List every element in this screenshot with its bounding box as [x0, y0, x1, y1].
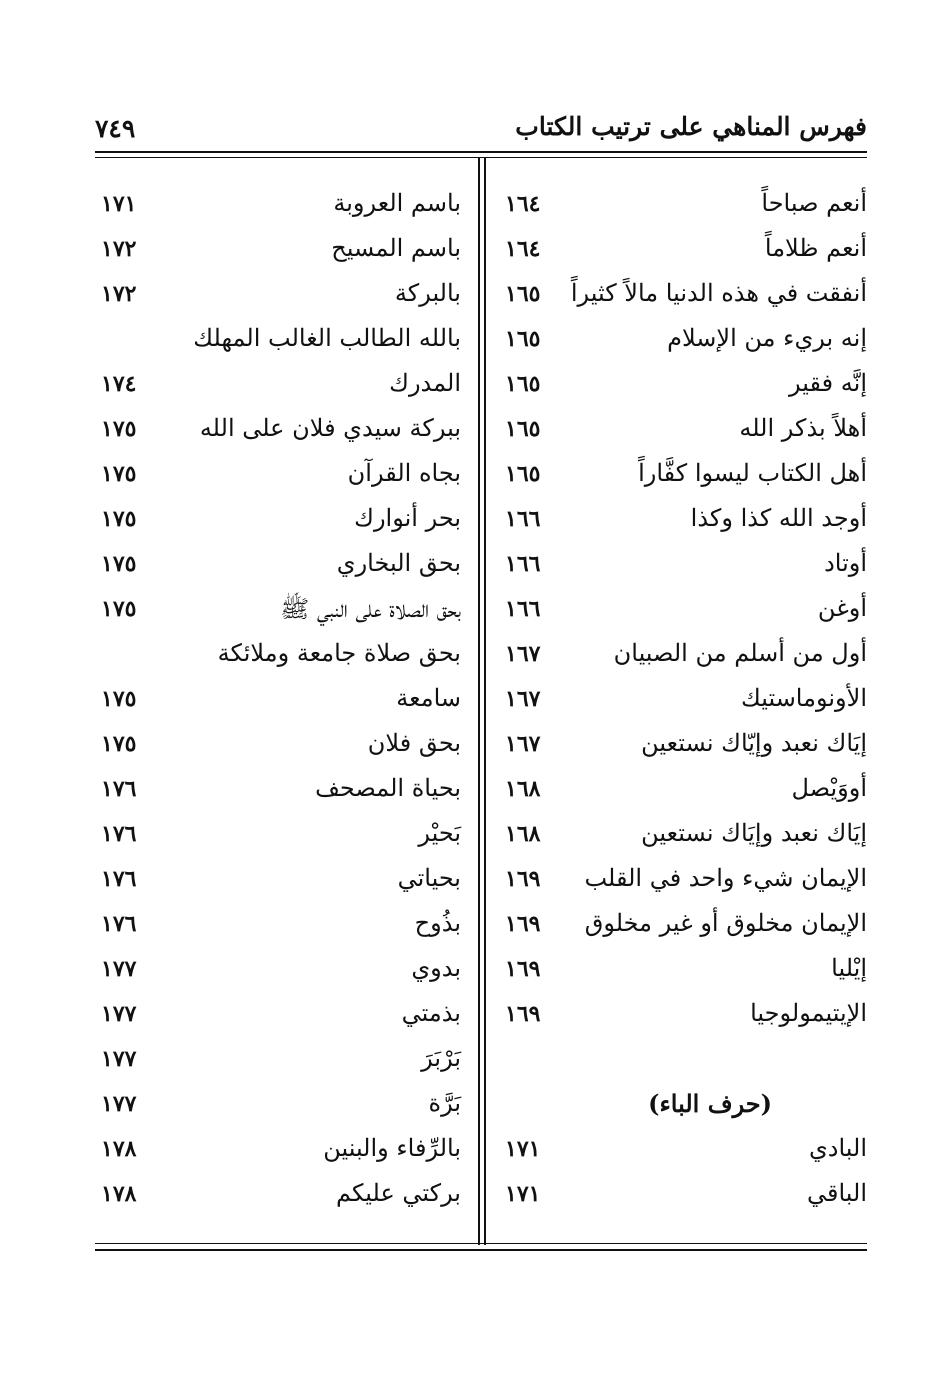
index-entry	[495, 723, 867, 768]
entry-page-number: ١٧٥	[101, 596, 137, 622]
index-entry	[495, 273, 867, 318]
entry-term: بدوي	[411, 954, 461, 982]
entry-term: باسم المسيح	[331, 234, 461, 262]
entry-term: بحق صلاة جامعة وملائكة	[217, 639, 461, 667]
entry-page-number: ١٦٩	[505, 956, 541, 982]
entry-term: بحياتي	[397, 864, 461, 892]
index-entry	[95, 768, 461, 813]
entry-page-number: ١٦٩	[505, 1001, 541, 1027]
entry-term: بَرَّة	[428, 1089, 461, 1117]
entry-term: المدرك	[389, 369, 461, 397]
entry-page-number: ١٦٩	[505, 866, 541, 892]
running-header	[95, 112, 867, 148]
entry-page-number: ١٧١	[101, 191, 137, 217]
entry-term: أنعم ظلاماً	[764, 234, 867, 262]
index-entry	[495, 1173, 867, 1218]
index-entry	[495, 453, 867, 498]
entry-term: إنه بريء من الإسلام	[667, 324, 867, 352]
index-entry	[95, 498, 461, 543]
index-entry	[95, 1173, 461, 1218]
entry-term: بذُوح	[414, 909, 461, 937]
entry-page-number: ١٧٧	[101, 1091, 137, 1117]
entry-page-number: ١٧٥	[101, 416, 137, 442]
index-entry	[495, 633, 867, 678]
entry-term: إيَاك نعبد وإيَاك نستعين	[641, 819, 867, 847]
entry-page-number: ١٧٦	[101, 911, 137, 937]
index-entry	[95, 273, 461, 318]
entry-term: بحق الصلاة على النبي ﷺ	[280, 595, 461, 623]
index-entry	[495, 183, 867, 228]
entry-term: سامعة	[396, 684, 461, 712]
index-entry	[495, 993, 867, 1038]
entry-page-number: ١٦٤	[505, 236, 541, 262]
entry-term: أول من أسلم من الصبيان	[613, 639, 867, 667]
entry-page-number: ١٧٥	[101, 731, 137, 757]
footer-rule-top	[95, 1243, 867, 1244]
entry-page-number: ١٧٦	[101, 776, 137, 802]
entry-page-number: ١٧٢	[101, 281, 137, 307]
entry-term: بحق البخاري	[336, 549, 461, 577]
entry-page-number: ١٦٨	[505, 821, 541, 847]
entry-term: بحر أنوارك	[354, 504, 461, 532]
entry-term: أوتاد	[824, 549, 867, 577]
entry-term: بركتي عليكم	[336, 1179, 461, 1207]
entry-term: بالله الطالب الغالب المهلك	[193, 324, 461, 352]
entry-page-number: ١٧٦	[101, 821, 137, 847]
entry-term: أهلاً بذكر الله	[739, 414, 867, 442]
entry-term: بَحيْر	[418, 819, 461, 847]
entry-term: بحياة المصحف	[315, 774, 461, 802]
entry-term: بالرِّفاء والبنين	[323, 1134, 461, 1162]
entry-page-number: ١٧٥	[101, 686, 137, 712]
index-entry	[495, 858, 867, 903]
index-entry	[495, 1128, 867, 1173]
entry-term: الباقي	[806, 1179, 867, 1207]
entry-page-number: ١٦٧	[505, 641, 541, 667]
index-entry	[495, 363, 867, 408]
entry-page-number: ١٧٥	[101, 461, 137, 487]
entry-term: الإيمان شيء واحد في القلب	[584, 864, 867, 892]
index-entry	[495, 543, 867, 588]
entry-term: بذمتي	[401, 999, 461, 1027]
index-entry	[95, 948, 461, 993]
index-entry	[95, 318, 461, 363]
index-entry	[495, 813, 867, 858]
entry-term: الأونوماستيك	[740, 684, 867, 712]
section-heading: (حرف الباء)	[648, 1089, 772, 1118]
index-entry	[95, 723, 461, 768]
entry-page-number: ١٦٥	[505, 461, 541, 487]
index-entry	[495, 903, 867, 948]
entry-page-number: ١٧٥	[101, 551, 137, 577]
entry-page-number: ١٦٥	[505, 281, 541, 307]
entry-term: أووَيْصل	[791, 774, 867, 802]
entry-term: أهل الكتاب ليسوا كفَّاراً	[638, 459, 867, 487]
entry-page-number: ١٧٧	[101, 1001, 137, 1027]
index-entry	[495, 1038, 867, 1083]
entry-term: باسم العروبة	[333, 189, 461, 217]
index-entry	[495, 228, 867, 273]
entry-term: ببركة سيدي فلان على الله	[199, 414, 461, 442]
entry-term: بَرْبَرَ	[421, 1044, 461, 1072]
entry-term: الإيمان مخلوق أو غير مخلوق	[584, 909, 867, 937]
index-entry	[95, 813, 461, 858]
index-entry	[495, 408, 867, 453]
index-entry	[95, 453, 461, 498]
entry-term: إنَّه فقير	[789, 369, 867, 397]
index-entry	[495, 678, 867, 723]
index-entry	[95, 678, 461, 723]
entry-term: إيْليا	[831, 954, 867, 982]
index-entry	[95, 408, 461, 453]
index-entry	[95, 633, 461, 678]
entry-term: الإيتيمولوجيا	[750, 999, 867, 1027]
entry-term: أنعم صباحاً	[761, 189, 867, 217]
entry-page-number: ١٦٦	[505, 551, 541, 577]
column-divider-right	[484, 158, 486, 1245]
entry-page-number: ١٧١	[505, 1136, 541, 1162]
section-heading-row	[495, 1083, 867, 1128]
index-entry	[95, 993, 461, 1038]
index-entry	[495, 588, 867, 633]
column-divider-left	[478, 158, 480, 1245]
entry-page-number: ١٧٦	[101, 866, 137, 892]
entry-page-number: ١٧٥	[101, 506, 137, 532]
entry-page-number: ١٧٨	[101, 1181, 137, 1207]
entry-term: أوغن	[817, 594, 867, 622]
entry-page-number: ١٦٤	[505, 191, 541, 217]
entry-page-number: ١٦٥	[505, 371, 541, 397]
index-entry	[95, 858, 461, 903]
index-entry	[95, 903, 461, 948]
index-entry	[95, 1038, 461, 1083]
entry-page-number: ١٦٦	[505, 506, 541, 532]
entry-page-number: ١٧٧	[101, 1046, 137, 1072]
entry-page-number: ١٦٧	[505, 731, 541, 757]
index-entry	[95, 543, 461, 588]
entry-term: بحق فلان	[367, 729, 461, 757]
header-rule-bottom	[95, 157, 867, 158]
entry-page-number: ١٧١	[505, 1181, 541, 1207]
entry-term: البادي	[808, 1134, 867, 1162]
entry-term: إيَاك نعبد وإيّاك نستعين	[641, 729, 867, 757]
entry-page-number: ١٧٧	[101, 956, 137, 982]
entry-page-number: ١٧٨	[101, 1136, 137, 1162]
index-entry	[95, 183, 461, 228]
entry-page-number: ١٦٩	[505, 911, 541, 937]
footer-rule-bottom	[95, 1249, 867, 1251]
entry-page-number: ١٦٥	[505, 416, 541, 442]
index-entry	[95, 1128, 461, 1173]
index-entry	[495, 498, 867, 543]
entry-page-number: ١٧٢	[101, 236, 137, 262]
header-rule-top	[95, 151, 867, 153]
header-title: فهرس المناهي على ترتيب الكتاب	[515, 112, 867, 141]
entry-page-number: ١٦٨	[505, 776, 541, 802]
entry-term: أنفقت في هذه الدنيا مالاً كثيراً	[570, 279, 867, 307]
index-entry	[95, 1083, 461, 1128]
index-entry	[495, 948, 867, 993]
entry-term: بالبركة	[394, 279, 461, 307]
index-entry	[95, 588, 461, 633]
entry-page-number: ١٦٦	[505, 596, 541, 622]
entry-page-number: ١٦٧	[505, 686, 541, 712]
entry-page-number: ١٦٥	[505, 326, 541, 352]
index-entry	[95, 228, 461, 273]
index-entry	[495, 768, 867, 813]
index-entry	[495, 318, 867, 363]
index-entry	[95, 363, 461, 408]
entry-term: بجاه القرآن	[347, 459, 461, 487]
entry-term: أوجد الله كذا وكذا	[690, 504, 867, 532]
entry-page-number: ١٧٤	[101, 371, 137, 397]
page-number: ٧٤٩	[95, 114, 136, 143]
